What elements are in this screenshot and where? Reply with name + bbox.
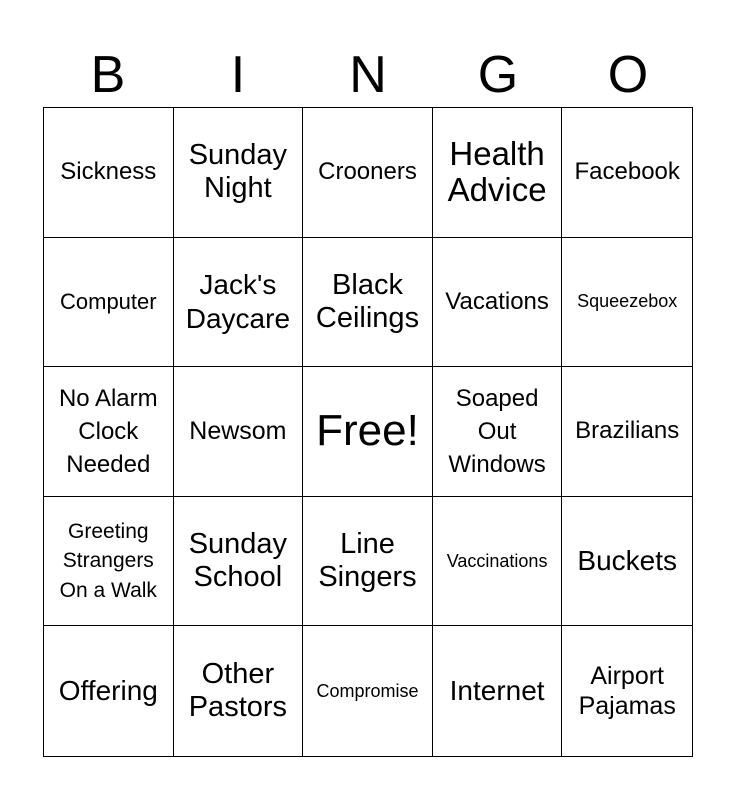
cell-label: Vacations (445, 287, 549, 315)
bingo-cell[interactable] (174, 626, 304, 756)
bingo-cell[interactable] (303, 626, 433, 756)
bingo-cell[interactable] (433, 497, 563, 627)
bingo-cell[interactable] (562, 108, 692, 238)
bingo-cell[interactable] (433, 367, 563, 497)
cell-label: Squeezebox (577, 291, 678, 312)
header-letter-n: N (349, 46, 387, 104)
bingo-cell[interactable] (562, 626, 692, 756)
bingo-cell[interactable] (44, 238, 174, 368)
cell-label: Compromise (316, 680, 419, 701)
cell-label: Airport Pajamas (578, 662, 676, 721)
bingo-cell[interactable] (562, 238, 692, 368)
bingo-header (43, 44, 693, 106)
cell-label: Other Pastors (188, 657, 288, 724)
bingo-cell[interactable] (303, 108, 433, 238)
header-letter-i: I (230, 46, 246, 104)
bingo-cell[interactable] (44, 626, 174, 756)
bingo-cell[interactable] (174, 497, 304, 627)
cell-label: Crooners (318, 158, 417, 186)
bingo-board (43, 107, 693, 757)
cell-label: Soaped Out Windows (448, 384, 546, 479)
cell-label: Computer (60, 289, 157, 315)
bingo-cell[interactable] (303, 238, 433, 368)
bingo-cell[interactable] (44, 497, 174, 627)
cell-label: Newsom (189, 417, 287, 446)
cell-label: Sickness (60, 158, 157, 186)
bingo-cell[interactable] (433, 626, 563, 756)
free-space-label: Free! (316, 406, 419, 456)
cell-label: Facebook (574, 158, 680, 186)
bingo-cell[interactable] (562, 367, 692, 497)
bingo-cell[interactable] (174, 108, 304, 238)
cell-label: Jack's Daycare (185, 269, 291, 334)
bingo-cell[interactable] (44, 108, 174, 238)
cell-label: Offering (58, 675, 158, 707)
cell-label: Health Advice (447, 135, 547, 209)
bingo-cell[interactable] (433, 108, 563, 238)
cell-label: Vaccinations (446, 550, 548, 571)
cell-label: Internet (449, 675, 545, 707)
cell-label: Sunday Night (188, 138, 288, 205)
bingo-cell[interactable] (433, 238, 563, 368)
header-letter-o: O (607, 46, 649, 104)
header-letter-b: B (90, 46, 126, 104)
cell-label: Line Singers (318, 527, 417, 594)
bingo-cell[interactable] (174, 367, 304, 497)
bingo-cell[interactable] (174, 238, 304, 368)
cell-label: No Alarm Clock Needed (58, 384, 158, 479)
cell-label: Brazilians (575, 417, 680, 445)
cell-label: Buckets (577, 545, 677, 577)
free-space[interactable] (303, 367, 433, 497)
cell-label: Sunday School (188, 527, 288, 594)
bingo-cell[interactable] (303, 497, 433, 627)
cell-label: Black Ceilings (315, 268, 420, 334)
bingo-cell[interactable] (562, 497, 692, 627)
bingo-cell[interactable] (44, 367, 174, 497)
header-letter-g: G (477, 46, 519, 104)
cell-label: Greeting Strangers On a Walk (59, 520, 157, 602)
